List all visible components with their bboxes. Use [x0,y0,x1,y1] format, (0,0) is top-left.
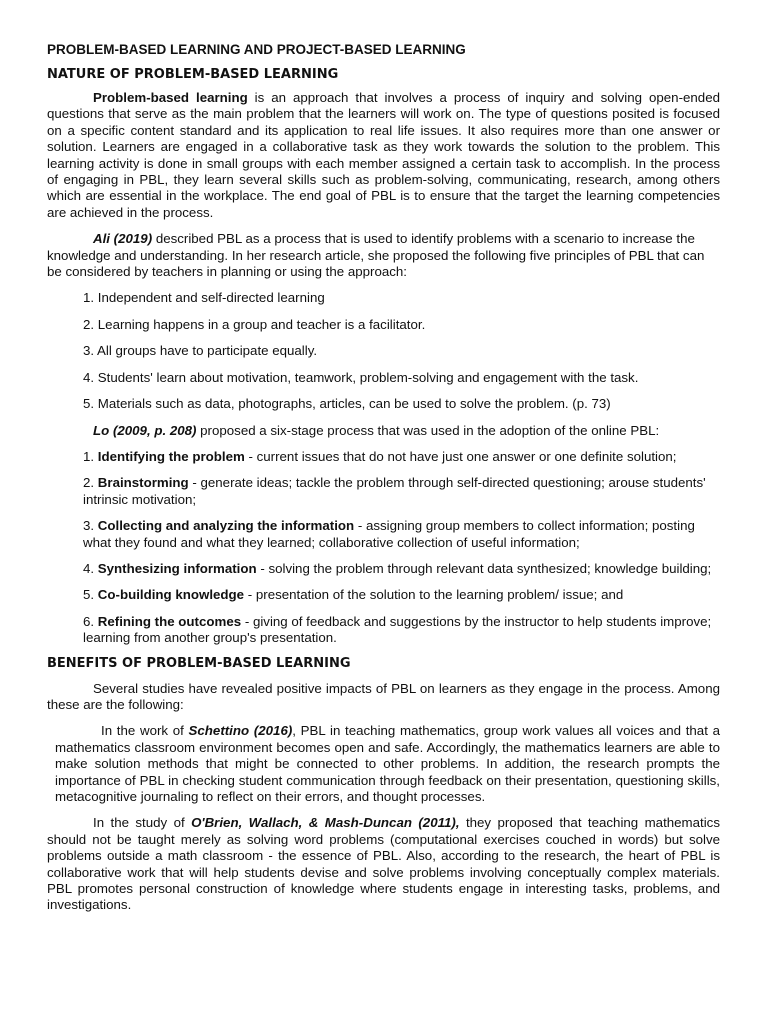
stage-description: - presentation of the solution to the learning problem/ issue; and [244,587,624,603]
paragraph-obrien [47,815,720,913]
stage-number: 5. [83,587,98,603]
citation-lo: Lo (2009, p. 208) [93,422,197,438]
paragraph-schettino [55,723,720,805]
document-title: PROBLEM-BASED LEARNING AND PROJECT-BASED LEARNING [47,42,466,57]
paragraph-lo [47,423,720,439]
principle-item-3: 3. All groups have to participate equally. [83,343,318,359]
stage-number: 1. [83,448,98,464]
principle-item-1: 1. Independent and self-directed learning [83,290,325,306]
stage-description: - generate ideas; tackle the problem through self-directed questioning; arouse students' intrinsic motivation; [83,475,706,507]
stage-number: 6. [83,613,98,629]
stage-title: Collecting and analyzing the information [97,518,355,534]
section-heading-nature: NATURE OF PROBLEM-BASED LEARNING [47,67,339,82]
paragraph-ali [47,231,720,280]
stage-title: Co-building knowledge [97,587,245,603]
principle-item-5: 5. Materials such as data, photographs, articles, can be used to solve the problem. (p. 73) [83,396,611,412]
stage-title: Refining the outcomes [97,613,242,629]
paragraph-benefits-intro: Several studies have revealed positive impacts of PBL on learners as they engage in the process. Among these are the following: [47,680,720,712]
stage-description: - assigning group members to collect information; posting what they found and what they learned; collaborative collection of useful information; [83,518,695,550]
paragraph-text: is an approach that involves a process of inquiry and solving open-ended questions that serve as the main problem that the learners will work on. The type of questions posited is focused on a specific content standard and its application to real life issues. It also requires more than one answer or solution. Learners are engaged in a collaborative task as they work towards the solution to the problem. This learning activity is done in small groups with each member assigned a certain task to accomplish. In the process of engaging in PBL, they learn several skills such as problem-solving, communicating, research, among others which are essential in the workplace. The end goal of PBL is to ensure that the target the learning competencies are achieved in the process. [47,90,720,220]
paragraph-pbl-definition [47,90,720,221]
principle-item-4: 4. Students' learn about motivation, teamwork, problem-solving and engagement with the task. [83,369,639,385]
paragraph-text: proposed a six-stage process that was used in the adoption of the online PBL: [196,422,660,438]
stage-number: 2. [83,475,98,491]
citation-ali: Ali (2019) [93,231,153,247]
stage-title: Brainstorming [97,475,189,491]
stage-item-1 [83,449,720,465]
paragraph-text: they proposed that teaching mathematics should not be taught merely as solving word problems (computational exercises couched in words) but solve problems outside a math classroom - the essence of PBL. Also, according to the research, the heart of PBL is collaborative work that will help students devise and solve problems involving conceptually complex materials. PBL promotes personal construction of knowledge where students engage in interesting tasks, problems, and investigations. [47,815,720,913]
paragraph-lead: In the study of [93,815,192,831]
citation-obrien: O'Brien, Wallach, & Mash-Duncan (2011), [191,815,460,831]
stage-description: - current issues that do not have just one answer or one definite solution; [244,448,677,464]
stage-title: Synthesizing information [97,560,257,576]
stage-item-6 [83,614,720,647]
term-problem-based-learning: Problem-based learning [93,90,248,105]
stage-number: 4. [83,560,98,576]
stage-item-5 [83,587,720,603]
stage-description: - giving of feedback and suggestions by the instructor to help students improve; learning from another group's presentation. [83,613,712,646]
paragraph-text: described PBL as a process that is used to identify problems with a scenario to increase the knowledge and understanding. In her research article, she proposed the following five principles of PBL that can be considered by teachers in planning or using the approach: [47,231,705,280]
document-page [47,40,720,914]
paragraph-text: , PBL in teaching mathematics, group work values all voices and that a mathematics classroom environment becomes open and safe. Accordingly, the mathematics learners are able to make solution methods that might be connected to other problems. In addition, the research prompts the importance of PBL in checking student communication through feedback on their presentation, questioning skills, metacognitive journaling to reflect on their errors, and thought processes. [55,723,720,804]
stage-item-2 [83,475,720,508]
stage-title: Identifying the problem [97,448,245,464]
citation-schettino: Schettino (2016) [188,723,293,739]
stage-number: 3. [83,518,98,534]
stage-item-3 [83,518,720,551]
paragraph-lead: In the work of [101,723,189,739]
section-heading-benefits: BENEFITS OF PROBLEM-BASED LEARNING [47,655,351,671]
principle-item-2: 2. Learning happens in a group and teacher is a facilitator. [83,316,426,332]
stage-item-4 [83,561,720,577]
stage-description: - solving the problem through relevant data synthesized; knowledge building; [256,560,712,576]
